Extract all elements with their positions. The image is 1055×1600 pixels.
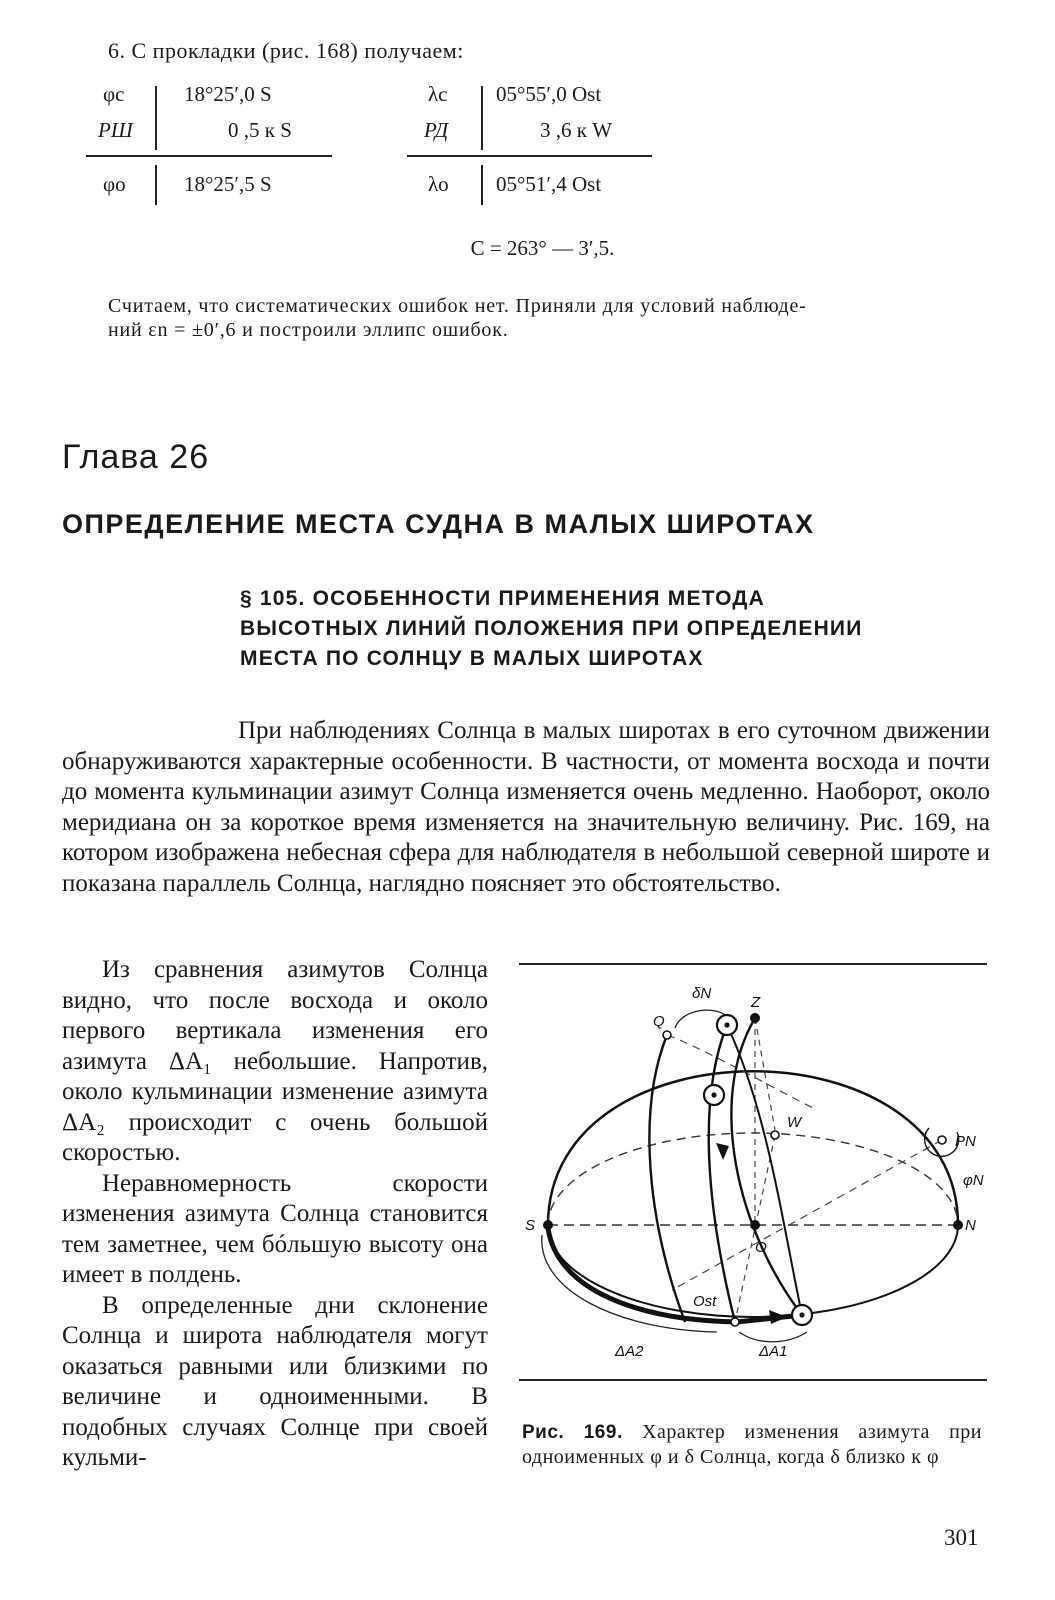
sun-icon (704, 1085, 724, 1105)
rsh-label: РШ (98, 118, 133, 142)
compass-correction: C = 263° — 3′,5. (470, 236, 615, 260)
paragraph-3: Неравномерность скорости изменения азимута Солнца становится тем заметнее, чем бóльшую высоту она имеет в полдень. (62, 1169, 488, 1288)
horizon-front (548, 1225, 958, 1317)
page-number: 301 (944, 1525, 979, 1550)
figure-caption (522, 1420, 982, 1469)
sun-parallel (727, 1025, 802, 1315)
body-text-column (62, 955, 488, 1474)
point-ost (731, 1318, 739, 1326)
lambda-o-value: 05°51′,4 Ost (496, 172, 602, 196)
azimuth-arrow-icon (769, 1310, 787, 1324)
section-heading-line-2: ВЫСОТНЫХ ЛИНИЙ ПОЛОЖЕНИЯ ПРИ ОПРЕДЕЛЕНИИ (240, 617, 863, 640)
right-divider-bottom (481, 165, 483, 205)
label-o: O (755, 1239, 767, 1256)
label-da1: ΔA1 (759, 1343, 788, 1360)
sun-vertical-1 (709, 1025, 735, 1322)
rd-value: 3 ,6 к W (540, 118, 613, 142)
label-ost: Ost (693, 1293, 717, 1310)
label-pn: PN (955, 1133, 976, 1150)
paragraph-2: Из сравнения азимутов Солнца видно, что после восхода и около первого вертикала изменения его азимута ΔA₁ небольшие. Напротив, около кульминации изменение азимута ΔA₂ происходит с очень большой скоростью. (62, 956, 488, 1166)
caption-label: Рис. 169. (522, 1422, 623, 1443)
rsh-value: 0 ,5 к S (228, 118, 292, 142)
point-n (953, 1220, 963, 1230)
note-line-2: ний εn = ±0′,6 и построили эллипс ошибок. (108, 319, 509, 341)
left-divider-bottom (155, 165, 157, 205)
brace-da1 (739, 1332, 807, 1342)
label-n: N (965, 1217, 976, 1234)
note-line-1: Считаем, что систематических ошибок нет. Приняли для условий наблюде- (108, 295, 807, 317)
section-heading-line-1: § 105. ОСОБЕННОСТИ ПРИМЕНЕНИЯ МЕТОДА (240, 587, 765, 610)
point-w (771, 1131, 779, 1139)
left-sum-rule (86, 155, 332, 157)
label-da2: ΔA2 (615, 1343, 644, 1360)
section-heading-line-3: МЕСТА ПО СОЛНЦУ В МАЛЫХ ШИРОТАХ (240, 647, 704, 670)
point-s (543, 1220, 553, 1230)
right-sum-rule (407, 155, 652, 157)
lambda-c-label: λc (428, 82, 448, 106)
label-phi: φN (963, 1172, 984, 1189)
chapter-number: Глава 26 (62, 438, 210, 476)
label-s: S (525, 1217, 536, 1234)
world-axis (672, 1140, 942, 1290)
label-delta: δN (692, 985, 712, 1002)
caption-text: Характер изменения азимута при одноименных φ и δ Солнца, когда δ близко к φ (522, 1421, 982, 1468)
hour-circle-q (649, 1035, 685, 1322)
chapter-title: ОПРЕДЕЛЕНИЕ МЕСТА СУДНА В МАЛЫХ ШИРОТАХ (62, 509, 815, 539)
intro-line: 6. С прокладки (рис. 168) получаем: (108, 38, 464, 63)
phi-c-value: 18°25′,0 S (184, 82, 272, 106)
lambda-o-label: λo (428, 172, 449, 196)
parallel-arrow-icon (716, 1143, 729, 1160)
point-o (750, 1220, 760, 1230)
phi-o-value: 18°25′,5 S (184, 172, 272, 196)
sun-icon (717, 1015, 737, 1035)
rd-label: РД (424, 118, 449, 142)
small-note (108, 294, 988, 342)
label-z: Z (751, 994, 761, 1011)
lambda-c-value: 05°55′,0 Ost (496, 82, 602, 106)
right-divider-top (481, 86, 483, 150)
paragraph-4: В определенные дни склонение Солнца и широта наблюдателя могут оказаться равными или близкими по величине и одноименными. В подобных случаях Солнце при своей кульми- (62, 1291, 488, 1471)
coordinate-calculation (0, 0, 1055, 240)
sun-icon (792, 1305, 812, 1325)
phi-o-label: φo (103, 172, 126, 196)
label-q: Q (653, 1013, 665, 1030)
section-heading (240, 584, 980, 674)
horizon-back (548, 1133, 958, 1225)
label-w: W (787, 1114, 802, 1131)
paragraph-1: При наблюдениях Солнца в малых широтах в его суточном движении обнаруживаются характерные особенности. В частности, от момента восхода и почти до момента кульминации азимут Солнца изменяется очень медленно. Наоборот, около меридиана он за короткое время изменяется на значительную величину. Рис. 169, на котором изображена небесная сфера для наблюдателя в небольшой северной широте и показана параллель Солнца, наглядно поясняет это обстоятельство. (62, 717, 990, 897)
point-z (750, 1013, 760, 1023)
phi-c-label: φc (103, 82, 125, 106)
celestial-sphere-figure (517, 960, 987, 1400)
body-text-full-width (62, 716, 990, 899)
left-divider-top (155, 86, 157, 150)
point-pn (938, 1136, 946, 1144)
point-q (663, 1031, 671, 1039)
